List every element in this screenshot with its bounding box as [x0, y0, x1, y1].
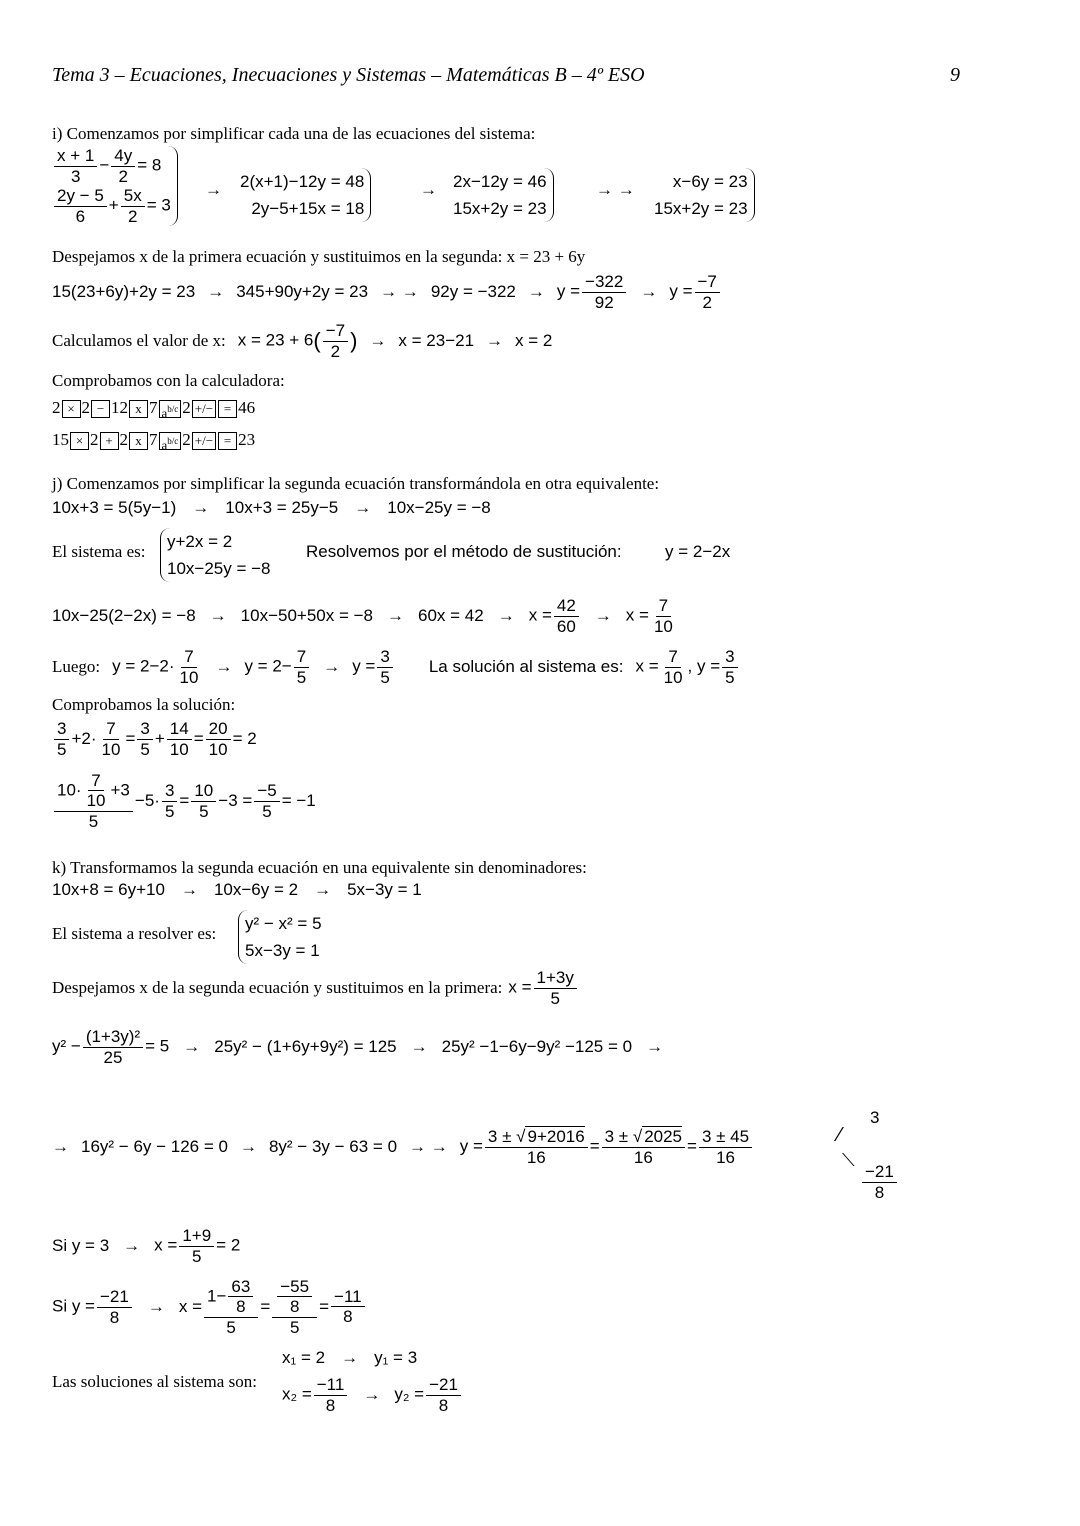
solve-text-i: Despejamos x de la primera ecuación y sustituimos en la segunda: x = 23 + 6y — [52, 247, 586, 266]
case-y-neg-k: Si y = $\frac{-21}{8}$ → x = 1− $\frac{63}{8}$ 5 = $\frac{\frac{-55}{8}}{5}$ = $\frac{-11}{8}$ — [52, 1272, 367, 1342]
system-label-j: El sistema es: — [52, 542, 146, 561]
simplified-system-i-1: 2(x+1)−12y = 48 2y−5+15x = 18 — [240, 168, 371, 222]
check-eq2-j: 10· $\frac{7}{10}$ +3 5 −5· 3 5 = 10 5 −3 = −5 5 = −1 — [52, 768, 316, 834]
y-value-line-j: Luego: y = 2−2· $\frac{7}{10}$ → y = 2− $\frac{7}{5}$ → y = $\frac{3}{5}$ La solución al sistema es: x = $\frac{7}{10}$ , y = $\frac{3}{5}$ — [52, 645, 740, 689]
quadratic-expansion-k: y² − $\frac{\text{(1+3y)²}}{25}$ = 5 → 25y² − (1+6y+9y²) = 125 → 25y² −1−6y−9y² −125 = 0 → — [52, 1026, 664, 1067]
original-system-i: $\frac{x + 1}{3}$ − $\frac{4y}{2}$ = 8 $\frac{2y - 5}{6}$ + $\frac{5x}{2}$ = 3 — [52, 146, 178, 226]
transform-line-j: 10x+3 = 5(5y−1) → 10x+3 = 25y−5 → 10x−25y = −8 — [52, 498, 491, 517]
solve-line-k: Despejamos x de la segunda ecuación y sustituimos en la primera: x = $\frac{1+3y}{5}$ — [52, 966, 579, 1010]
check-eq1-j: 3 5 +2· 7 10 = 3 5 + 14 10 = 20 10 = 2 — [52, 717, 257, 761]
system-label-k: El sistema a resolver es: — [52, 924, 217, 943]
page-number: 9 — [950, 64, 960, 86]
arrow: → — [205, 180, 222, 199]
system-k: y² − x² = 5 5x−3y = 1 — [238, 910, 322, 964]
quadratic-solution-k: → 16y² − 6y − 126 = 0 → 8y² − 3y − 63 = 0 → → y = $\frac{3 \pm √ 9+2016}{16}$ = $\frac{3 \pm √ 2025}{16}$ = $\frac{3 \pm 45}{16}$ — [52, 1122, 754, 1172]
system-j: y+2x = 2 10x−25y = −8 — [160, 528, 271, 582]
page-title: Tema 3 – Ecuaciones, Inecuaciones y Sistemas – Matemáticas B – 4º ESO — [52, 64, 645, 86]
root-positive: 3 — [870, 1108, 880, 1127]
transform-line-k: 10x+8 = 6y+10 → 10x−6y = 2 → 5x−3y = 1 — [52, 880, 422, 899]
section-k-intro: k) Transformamos la segunda ecuación en una equivalente sin denominadores: — [52, 858, 587, 877]
solution-pair-1: x₁ = 2 → y₁ = 3 — [282, 1348, 418, 1367]
section-i-intro: i) Comenzamos por simplificar cada una de las ecuaciones del sistema: — [52, 124, 536, 143]
calculator-sequence-1: 2 × 2 − 12 x 7 $a^{b/c}$ 2 +/− = 46 — [52, 398, 256, 421]
solutions-text-k: Las soluciones al sistema son: — [52, 1372, 257, 1391]
substitution-line-j: 10x−25(2−2x) = −8 → 10x−50+50x = −8 → 60x = 42 → x = $\frac{42}{60}$ → x = $\frac{7}{10}$ — [52, 595, 673, 636]
method-text-j: Resolvemos por el método de sustitución: — [306, 542, 622, 561]
arrow: → — [420, 180, 437, 199]
simplified-system-i-2: 2x−12y = 46 15x+2y = 23 — [453, 168, 554, 222]
check-text-j: Comprobamos la solución: — [52, 695, 236, 714]
check-text-i: Comprobamos con la calculadora: — [52, 371, 285, 390]
x-value-line-i: Calculamos el valor de x: x = 23 + 6( $\frac{-7}{2}$ ) → x = 23−21 → x = 2 — [52, 320, 553, 361]
section-j-intro: j) Comenzamos por simplificar la segunda ecuación transformándola en otra equivalente: — [52, 474, 660, 493]
solution-line-i: 15(23+6y)+2y = 23 → 345+90y+2y = 23 → → 92y = −322 → y = $\frac{-322}{92}$ → y = $\frac{-7}{2}$ — [52, 270, 722, 314]
arrow: → → — [596, 180, 635, 199]
case-y3-k: Si y = 3 → x = $\frac{1+9}{5}$ = 2 — [52, 1225, 241, 1266]
branch-down: ⟍ — [842, 1150, 855, 1170]
calculator-sequence-2: 15 × 2 + 2 x 7 $a^{b/c}$ 2 +/− = 23 — [52, 430, 256, 453]
solution-pair-2: x₂ = $\frac{-11}{8}$ → y₂ = $\frac{-21}{8}$ — [282, 1372, 463, 1418]
simplified-system-i-3: x−6y = 23 15x+2y = 23 — [654, 168, 755, 222]
branch-up: ⁄ — [838, 1124, 842, 1146]
method-equation-j: y = 2−2x — [665, 542, 731, 561]
root-negative: $\frac{-21}{8}$ — [860, 1162, 899, 1202]
